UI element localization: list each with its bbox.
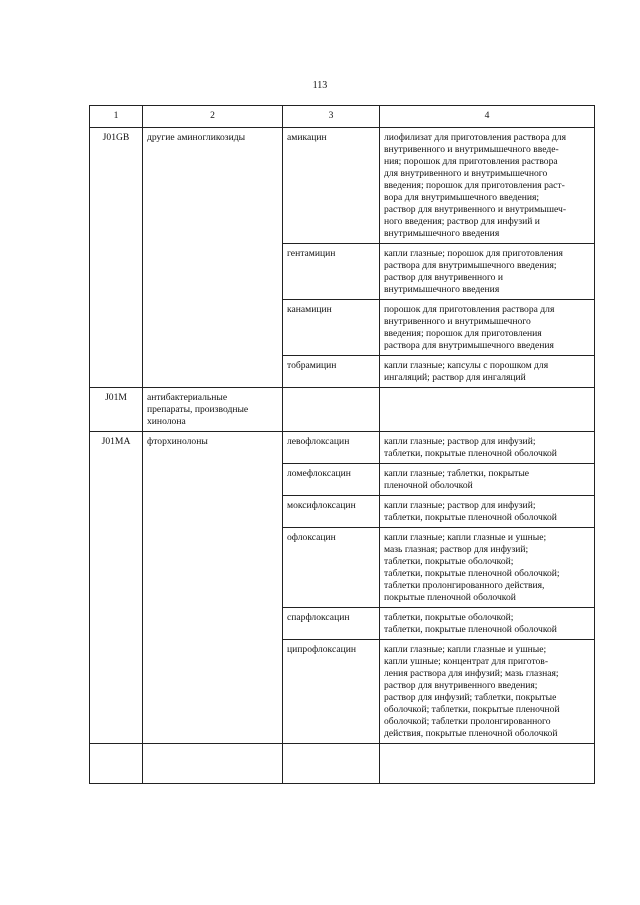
drug-name-cell: ломефлоксацин <box>283 464 380 496</box>
table-row <box>90 128 595 244</box>
header-cell-3: 3 <box>283 106 380 128</box>
dosage-forms-cell <box>380 388 595 432</box>
dosage-form-line: капли глазные; капли глазные и ушные; <box>384 532 547 543</box>
dosage-form-line: капли глазные; капсулы с порошком для <box>384 360 549 371</box>
dosage-form-line: раствор для внутривенного введения; <box>384 680 538 691</box>
header-cell-1: 1 <box>90 106 143 128</box>
dosage-form-line: капли ушные; концентрат для приготов- <box>384 656 549 667</box>
dosage-form-line: ния; порошок для приготовления раствора <box>384 156 558 167</box>
dosage-form-line: таблетки, покрытые пленочной оболочкой <box>384 512 557 523</box>
dosage-forms-cell <box>380 356 595 388</box>
atc-code-cell: J01GB <box>90 128 143 388</box>
drug-name-cell: тобрамицин <box>283 356 380 388</box>
dosage-forms-cell <box>380 464 595 496</box>
dosage-form-line: ного введения; раствор для инфузий и <box>384 216 540 227</box>
drug-name-cell <box>283 388 380 432</box>
page-number: 113 <box>312 80 328 91</box>
group-name-line: антибактериальные <box>147 392 228 403</box>
dosage-form-line: покрытые пленочной оболочкой <box>384 592 516 603</box>
dosage-form-line: таблетки, покрытые оболочкой; <box>384 556 514 567</box>
dosage-form-line: таблетки, покрытые пленочной оболочкой; <box>384 568 560 579</box>
drug-name-cell: ципрофлоксацин <box>283 640 380 744</box>
dosage-form-line: мазь глазная; раствор для инфузий; <box>384 544 529 555</box>
table-row <box>90 432 595 464</box>
atc-code-cell: J01M <box>90 388 143 432</box>
empty-cell <box>90 744 143 784</box>
dosage-form-line: внутримышечного введения <box>384 228 500 239</box>
drug-classification-table <box>89 105 595 784</box>
dosage-forms-cell <box>380 128 595 244</box>
drug-name-cell: гентамицин <box>283 244 380 300</box>
dosage-form-line: раствор для инфузий; таблетки, покрытые <box>384 692 557 703</box>
dosage-form-line: таблетки пролонгированного действия, <box>384 580 545 591</box>
dosage-form-line: капли глазные; таблетки, покрытые <box>384 468 530 479</box>
dosage-form-line: пленочной оболочкой <box>384 480 473 491</box>
dosage-form-line: капли глазные; капли глазные и ушные; <box>384 644 547 655</box>
dosage-form-line: капли глазные; раствор для инфузий; <box>384 500 536 511</box>
header-row <box>90 106 595 128</box>
dosage-forms-cell <box>380 432 595 464</box>
dosage-form-line: вора для внутримышечного введения; <box>384 192 540 203</box>
dosage-form-line: таблетки, покрытые пленочной оболочкой <box>384 624 557 635</box>
dosage-form-line: порошок для приготовления раствора для <box>384 304 555 315</box>
group-name-line: другие аминогликозиды <box>147 132 246 143</box>
drug-name-cell: моксифлоксацин <box>283 496 380 528</box>
empty-row <box>90 744 595 784</box>
dosage-form-line: внутривенного и внутримышечного введе- <box>384 144 559 155</box>
dosage-form-line: таблетки, покрытые пленочной оболочкой <box>384 448 557 459</box>
dosage-form-line: внутримышечного введения <box>384 284 500 295</box>
dosage-form-line: раствор для внутривенного и <box>384 272 503 283</box>
drug-name-cell: амикацин <box>283 128 380 244</box>
empty-cell <box>283 744 380 784</box>
header-cell-4: 4 <box>380 106 595 128</box>
dosage-form-line: действия, покрытые пленочной оболочкой <box>384 728 558 739</box>
dosage-form-line: ингаляций; раствор для ингаляций <box>384 372 526 383</box>
dosage-forms-cell <box>380 244 595 300</box>
dosage-form-line: капли глазные; порошок для приготовления <box>384 248 563 259</box>
drug-name-cell: спарфлоксацин <box>283 608 380 640</box>
dosage-form-line: внутривенного и внутримышечного <box>384 316 531 327</box>
dosage-forms-cell <box>380 608 595 640</box>
group-name-line: хинолона <box>147 416 186 427</box>
dosage-forms-cell <box>380 640 595 744</box>
table-row <box>90 388 595 432</box>
empty-cell <box>380 744 595 784</box>
dosage-forms-cell <box>380 300 595 356</box>
dosage-form-line: таблетки, покрытые оболочкой; <box>384 612 514 623</box>
group-name-line: фторхинолоны <box>147 436 208 447</box>
dosage-form-line: ления раствора для инфузий; мазь глазная; <box>384 668 559 679</box>
group-name-cell <box>143 388 283 432</box>
dosage-form-line: раствора для внутримышечного введения <box>384 340 554 351</box>
group-name-line: препараты, производные <box>147 404 249 415</box>
group-name-cell <box>143 128 283 388</box>
dosage-form-line: оболочкой; таблетки пролонгированного <box>384 716 551 727</box>
drug-name-cell: канамицин <box>283 300 380 356</box>
empty-cell <box>143 744 283 784</box>
atc-code-cell: J01MA <box>90 432 143 744</box>
dosage-form-line: введения; порошок для приготовления раст- <box>384 180 565 191</box>
table-body <box>90 106 595 784</box>
header-cell-2: 2 <box>143 106 283 128</box>
dosage-form-line: раствор для внутривенного и внутримышеч- <box>384 204 567 215</box>
dosage-form-line: для внутривенного и внутримышечного <box>384 168 548 179</box>
dosage-form-line: капли глазные; раствор для инфузий; <box>384 436 536 447</box>
dosage-forms-cell <box>380 496 595 528</box>
dosage-form-line: раствора для внутримышечного введения; <box>384 260 557 271</box>
group-name-cell <box>143 432 283 744</box>
drug-name-cell: левофлоксацин <box>283 432 380 464</box>
dosage-form-line: введения; порошок для приготовления <box>384 328 542 339</box>
dosage-form-line: оболочкой; таблетки, покрытые пленочной <box>384 704 560 715</box>
drug-name-cell: офлоксацин <box>283 528 380 608</box>
dosage-forms-cell <box>380 528 595 608</box>
dosage-form-line: лиофилизат для приготовления раствора для <box>384 132 566 143</box>
